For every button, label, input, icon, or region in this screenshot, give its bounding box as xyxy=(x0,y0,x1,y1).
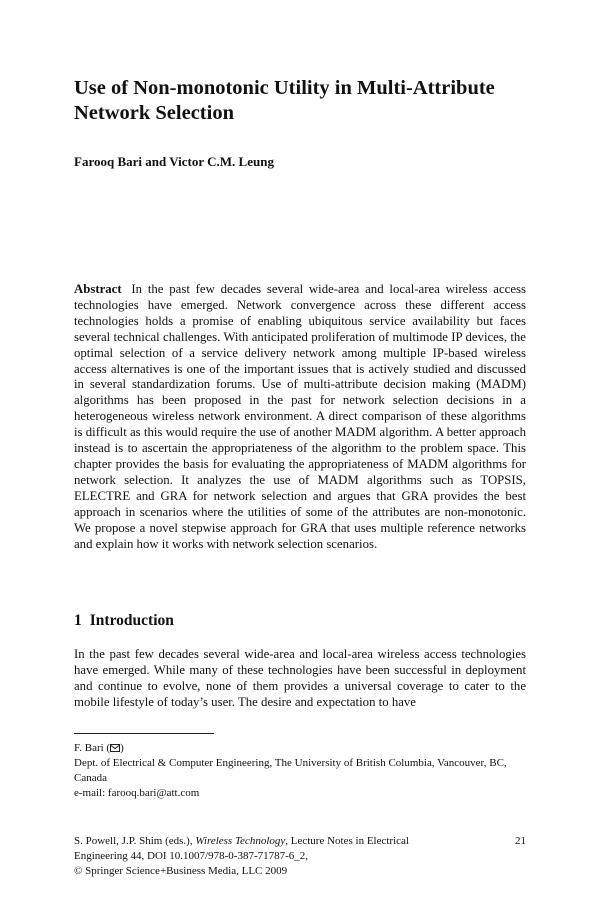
footnote xyxy=(74,741,526,801)
footer-series: , Lecture Notes in Electrical xyxy=(285,835,409,847)
footer-citation xyxy=(74,834,409,849)
footer-copyright: © Springer Science+Business Media, LLC 2009 xyxy=(74,865,288,877)
footer-book-title: Wireless Technology xyxy=(195,835,286,847)
footnote-email: e-mail: farooq.bari@att.com xyxy=(74,787,200,799)
footer-doi: Engineering 44, DOI 10.1007/978-0-387-71787-6_2, xyxy=(74,850,309,862)
paper-title: Use of Non-monotonic Utility in Multi-Attribute Network Selection xyxy=(74,77,495,124)
footnote-author: F. Bari ( xyxy=(74,742,111,754)
page-number: 21 xyxy=(515,835,526,847)
footnote-affiliation: Dept. of Electrical & Computer Engineering, The University of British Columbia, Vancouver, BC, Canada xyxy=(74,757,507,784)
abstract-text: In the past few decades several wide-area and local-area wireless access technologies have emerged. Network convergence across these different access technologies holds a promise of enabling ubiquitous service availability but faces several technical challenges. With anticipated proliferation of multimode IP devices, the optimal selection of a service delivery network among multiple IP-based wireless access alternatives is one of the important issues that is actively studied and discussed in several standardization forums. Use of multi-attribute decision making (MADM) algorithms has been proposed in the past for network selection decisions in a heterogeneous wireless network environment. A direct comparison of these algorithms is difficult as this would require the use of another MADM algorithm. A better approach instead is to ascertain the appropriateness of the algorithm to the problem space. This chapter provides the basis for evaluating the appropriateness of MADM algorithms for network selection. It analyzes the use of MADM algorithms such as TOPSIS, ELECTRE and GRA for network selection and argues that GRA provides the best approach in scenarios where the utilities of some of the attributes are non-monotonic. We propose a novel stepwise approach for GRA that uses multiple reference networks and explain how it works with network selection scenarios. xyxy=(74,282,526,551)
author-list: Farooq Bari and Victor C.M. Leung xyxy=(74,154,274,169)
envelope-icon xyxy=(110,744,120,752)
footnote-divider xyxy=(74,733,214,734)
footnote-author-line xyxy=(74,741,526,756)
introduction-paragraph: In the past few decades several wide-area and local-area wireless access technologies have emerged. While many of these technologies have been successful in deployment and continue to evolve, none of them provides a universal coverage to cater to the mobile lifestyle of today’s user. The desire and expectation to have xyxy=(74,647,526,709)
abstract-label: Abstract xyxy=(74,282,122,296)
page-footer xyxy=(74,834,526,879)
footnote-author-close: ) xyxy=(120,742,124,754)
section-number: 1 xyxy=(74,612,82,629)
footer-citation-line xyxy=(74,834,526,849)
section-title: Introduction xyxy=(89,612,174,629)
abstract-paragraph xyxy=(74,282,526,552)
section-heading xyxy=(74,612,174,630)
footer-editors: S. Powell, J.P. Shim (eds.), xyxy=(74,835,196,847)
